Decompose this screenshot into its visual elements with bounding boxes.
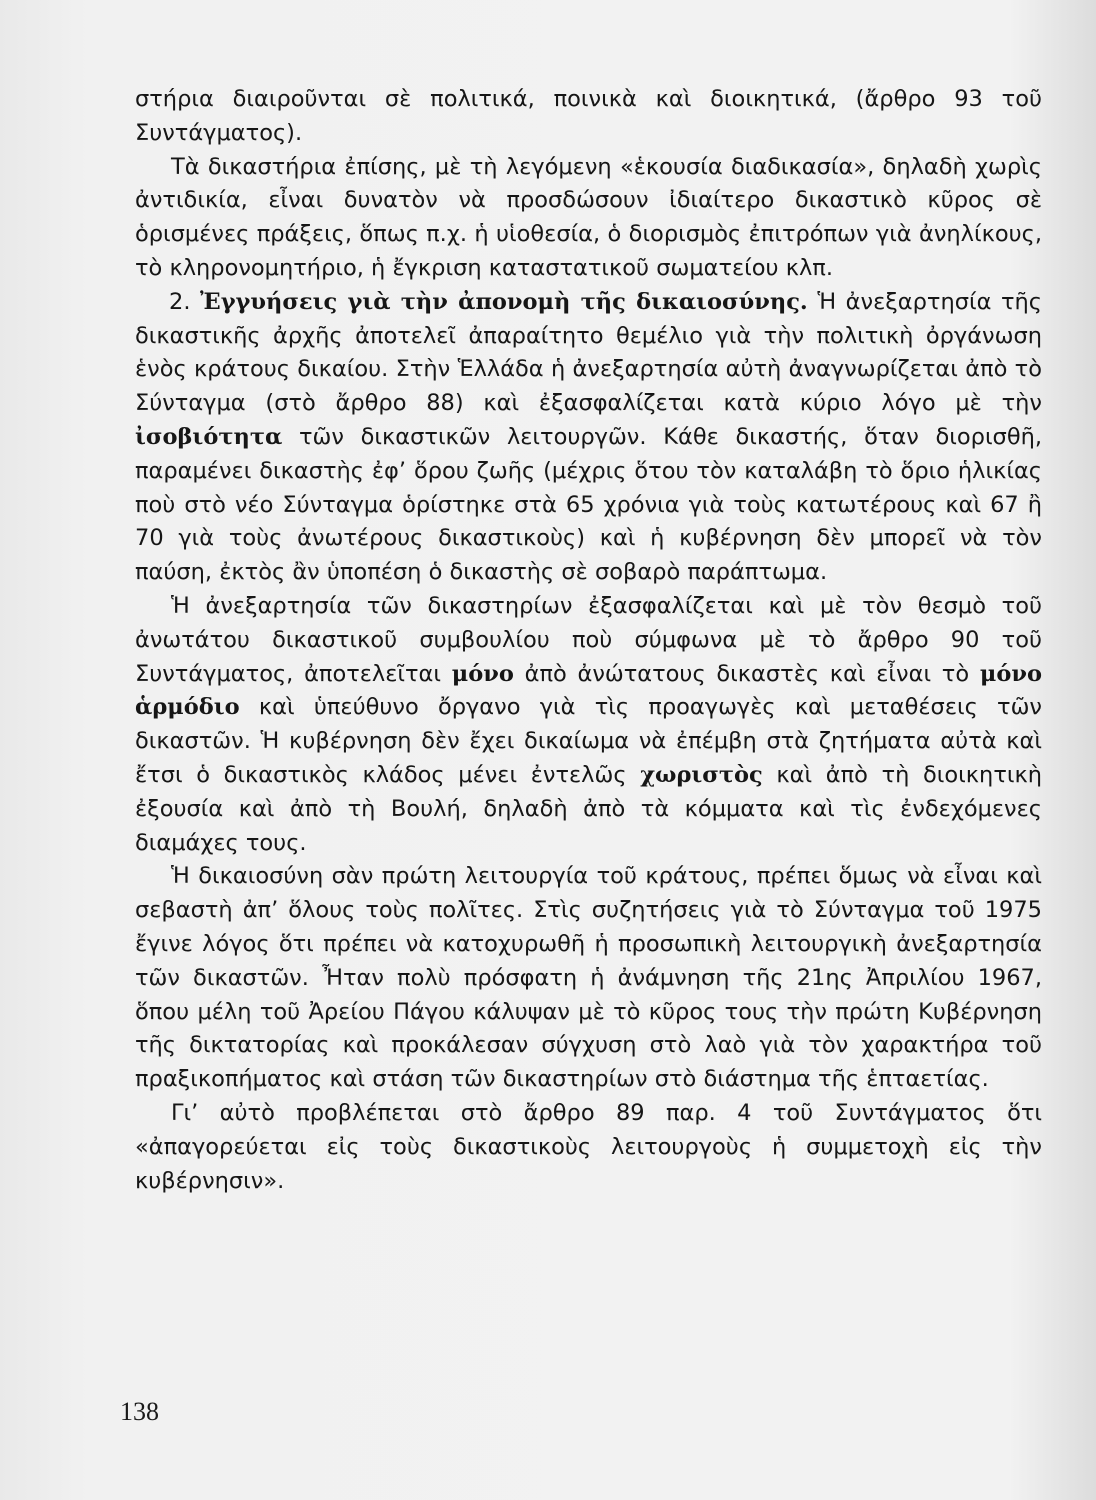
bold-text-run: χωριστὸς <box>640 761 763 788</box>
text-run: στήρια διαιροῦνται σὲ πολιτικά, ποινικὰ καὶ διοικητικά, (ἄρθρο 93 τοῦ Συντάγματος). <box>135 86 1042 146</box>
bold-text-run: μόνο <box>451 660 514 687</box>
text-run: Τὰ δικαστήρια ἐπίσης, μὲ τὴ λεγόμενη «ἑκουσία διαδικασία», δηλαδὴ χωρὶς ἀντιδικία, εἶναι δυνατὸν νὰ προσδώσουν ἰδιαίτερο δικαστικὸ κῦρος σὲ ὁρισμένες πράξεις, ὅπως π.χ. ἡ υἱοθεσία, ὁ διορισμὸς ἐπιτρόπων γιὰ ἀνηλίκους, τὸ κληρονομητήριο, ἡ ἔγκριση καταστατικοῦ σωματείου κλπ. <box>135 153 1042 281</box>
text-run: Ἡ ἀνεξαρτησία τῆς δικαστικῆς ἀρχῆς ἀποτελεῖ ἀπαραίτητο θεμέλιο γιὰ τὴν πολιτικὴ ὀργάνωση ἑνὸς κράτους δικαίου. Στὴν Ἑλλάδα ἡ ἀνεξαρτησία αὐτὴ ἀναγνωρίζεται ἀπὸ τὸ Σύνταγμα (στὸ ἄρθρο 88) καὶ ἐξασφαλίζεται κατὰ κύριο λόγο μὲ τὴν <box>135 288 1042 417</box>
page-number: 138 <box>120 1397 159 1426</box>
text-run: καὶ ἀπὸ τὴ διοικητικὴ ἐξουσία καὶ ἀπὸ τὴ Βουλή, δηλαδὴ ἀπὸ τὰ κόμματα καὶ τὶς ἐνδεχόμενες διαμάχες τους. <box>135 761 1042 856</box>
bold-text-run: ἰσοβιότητα <box>135 423 283 450</box>
bold-text-run: Ἐγγυήσεις γιὰ τὴν ἀπονομὴ τῆς δικαιοσύνης. <box>200 288 808 315</box>
paragraph <box>135 286 1042 590</box>
body-text <box>135 83 1042 1198</box>
text-run: Γι’ αὐτὸ προβλέπεται στὸ ἄρθρο 89 παρ. 4 τοῦ Συντάγματος ὅτι «ἀπαγορεύεται εἰς τοὺς δικαστικοὺς λειτουργοὺς ἡ συμμετοχὴ εἰς τὴν κυβέρνησιν». <box>135 1099 1042 1194</box>
paragraph <box>135 860 1042 1097</box>
text-run: τῶν δικαστικῶν λειτουργῶν. Κάθε δικαστής, ὅταν διορισθῆ, παραμένει δικαστὴς ἐφ’ ὅρου ζωῆς (μέχρις ὅτου τὸν καταλάβη τὸ ὅριο ἡλικίας ποὺ στὸ νέο Σύνταγμα ὁρίστηκε στὰ 65 χρόνια γιὰ τοὺς κατωτέρους καὶ 67 ἢ 70 γιὰ τοὺς ἀνωτέρους δικαστικοὺς) καὶ ἡ κυβέρνηση δὲν μπορεῖ νὰ τὸν παύση, ἐκτὸς ἂν ὑποπέση ὁ δικαστὴς σὲ σοβαρὸ παράπτωμα. <box>135 423 1042 586</box>
text-run: 2. <box>169 288 201 315</box>
text-run: καὶ ὑπεύθυνο ὄργανο γιὰ τὶς προαγωγὲς καὶ μεταθέσεις τῶν δικαστῶν. Ἡ κυβέρνηση δὲν ἔχει δικαίωμα νὰ ἐπέμβη στὰ ζητήματα αὐτὰ καὶ ἔτσι ὁ δικαστικὸς κλάδος μένει ἐντελῶς <box>135 694 1042 788</box>
text-run: Ἡ ἀνεξαρτησία τῶν δικαστηρίων ἐξασφαλίζεται καὶ μὲ τὸν θεσμὸ τοῦ ἀνωτάτου δικαστικοῦ συμβουλίου ποὺ σύμφωνα μὲ τὸ ἄρθρο 90 τοῦ Συντάγματος, ἀποτελεῖται <box>135 592 1042 687</box>
paragraph <box>135 590 1042 860</box>
paragraph <box>135 1097 1042 1198</box>
paragraph <box>135 151 1042 286</box>
text-run: Ἡ δικαιοσύνη σὰν πρώτη λειτουργία τοῦ κράτους, πρέπει ὅμως νὰ εἶναι καὶ σεβαστὴ ἀπ’ ὅλους τοὺς πολῖτες. Στὶς συζητήσεις γιὰ τὸ Σύνταγμα τοῦ 1975 ἔγινε λόγος ὅτι πρέπει νὰ κατοχυρωθῆ ἡ προσωπικὴ λειτουργικὴ ἀνεξαρτησία τῶν δικαστῶν. Ἦταν πολὺ πρόσφατη ἡ ἀνάμνηση τῆς 21ης Ἀπριλίου 1967, ὅπου μέλη τοῦ Ἀρείου Πάγου κάλυψαν μὲ τὸ κῦρος τους τὴν πρώτη Κυβέρνηση τῆς δικτατορίας καὶ προκάλεσαν σύγχυση στὸ λαὸ γιὰ τὸν χαρακτήρα τοῦ πραξικοπήματος καὶ στάση τῶν δικαστηρίων στὸ διάστημα τῆς ἑπταετίας. <box>135 863 1042 1093</box>
text-run: ἀπὸ ἀνώτατους δικαστὲς καὶ εἶναι τὸ <box>513 660 980 687</box>
paragraph <box>135 83 1042 151</box>
bold-text-run: μόνο ἁρμόδιο <box>135 660 1042 721</box>
